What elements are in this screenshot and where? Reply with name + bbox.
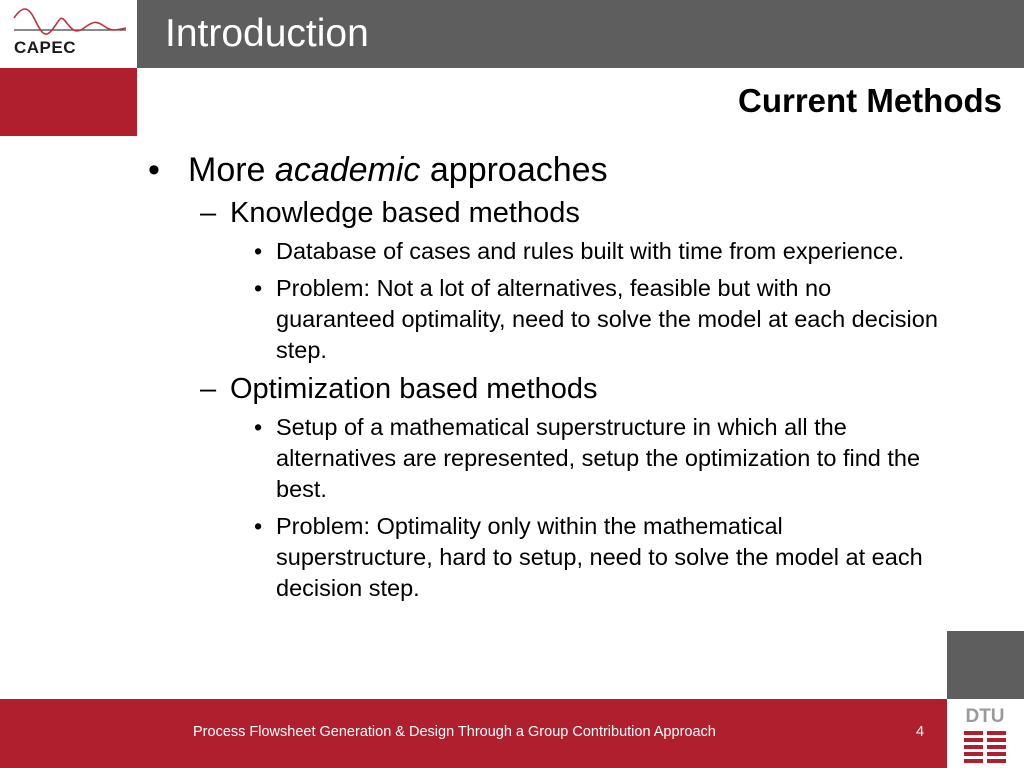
level2-text: Optimization based methods bbox=[230, 373, 598, 405]
dash-icon: – bbox=[200, 373, 217, 405]
capec-logo bbox=[0, 0, 137, 68]
red-accent-block bbox=[0, 68, 137, 136]
level2-item bbox=[148, 372, 938, 406]
grey-accent-square bbox=[947, 631, 1024, 699]
level2-text: Knowledge based methods bbox=[230, 197, 580, 229]
dtu-logo-text: DTU bbox=[965, 706, 1005, 727]
level2-item bbox=[148, 196, 938, 230]
slide-content bbox=[148, 150, 938, 610]
level1-text-em: academic bbox=[274, 151, 421, 189]
level3-item bbox=[148, 273, 938, 366]
bullet-icon: • bbox=[254, 238, 263, 264]
bullet-icon: • bbox=[254, 513, 263, 539]
level3-text: Database of cases and rules built with time from experience. bbox=[276, 238, 905, 264]
dtu-logo-icon bbox=[960, 702, 1010, 766]
footer-text: Process Flowsheet Generation & Design Through a Group Contribution Approach bbox=[193, 724, 716, 740]
level3-text: Problem: Optimality only within the mathematical superstructure, hard to setup, need to solve the model at each decision step. bbox=[276, 513, 923, 601]
level3-text: Setup of a mathematical superstructure in which all the alternatives are represented, setup the optimization to find the best. bbox=[276, 414, 921, 502]
page-number: 4 bbox=[916, 724, 925, 740]
level3-text: Problem: Not a lot of alternatives, feasible but with no guaranteed optimality, need to solve the model at each decision step. bbox=[276, 275, 938, 363]
level1-text-post: approaches bbox=[420, 151, 608, 189]
level3-item bbox=[148, 236, 938, 267]
bullet-icon: • bbox=[148, 151, 160, 189]
bullet-icon: • bbox=[254, 414, 263, 440]
slide-subtitle: Current Methods bbox=[738, 82, 1002, 119]
bullet-icon: • bbox=[254, 275, 263, 301]
slide-title: Introduction bbox=[165, 12, 369, 55]
level1-text-pre: More bbox=[188, 151, 275, 189]
level3-item bbox=[148, 511, 938, 604]
level3-item bbox=[148, 412, 938, 505]
level1-item bbox=[148, 150, 938, 190]
dash-icon: – bbox=[200, 197, 217, 229]
capec-logo-text: CAPEC bbox=[14, 38, 77, 57]
